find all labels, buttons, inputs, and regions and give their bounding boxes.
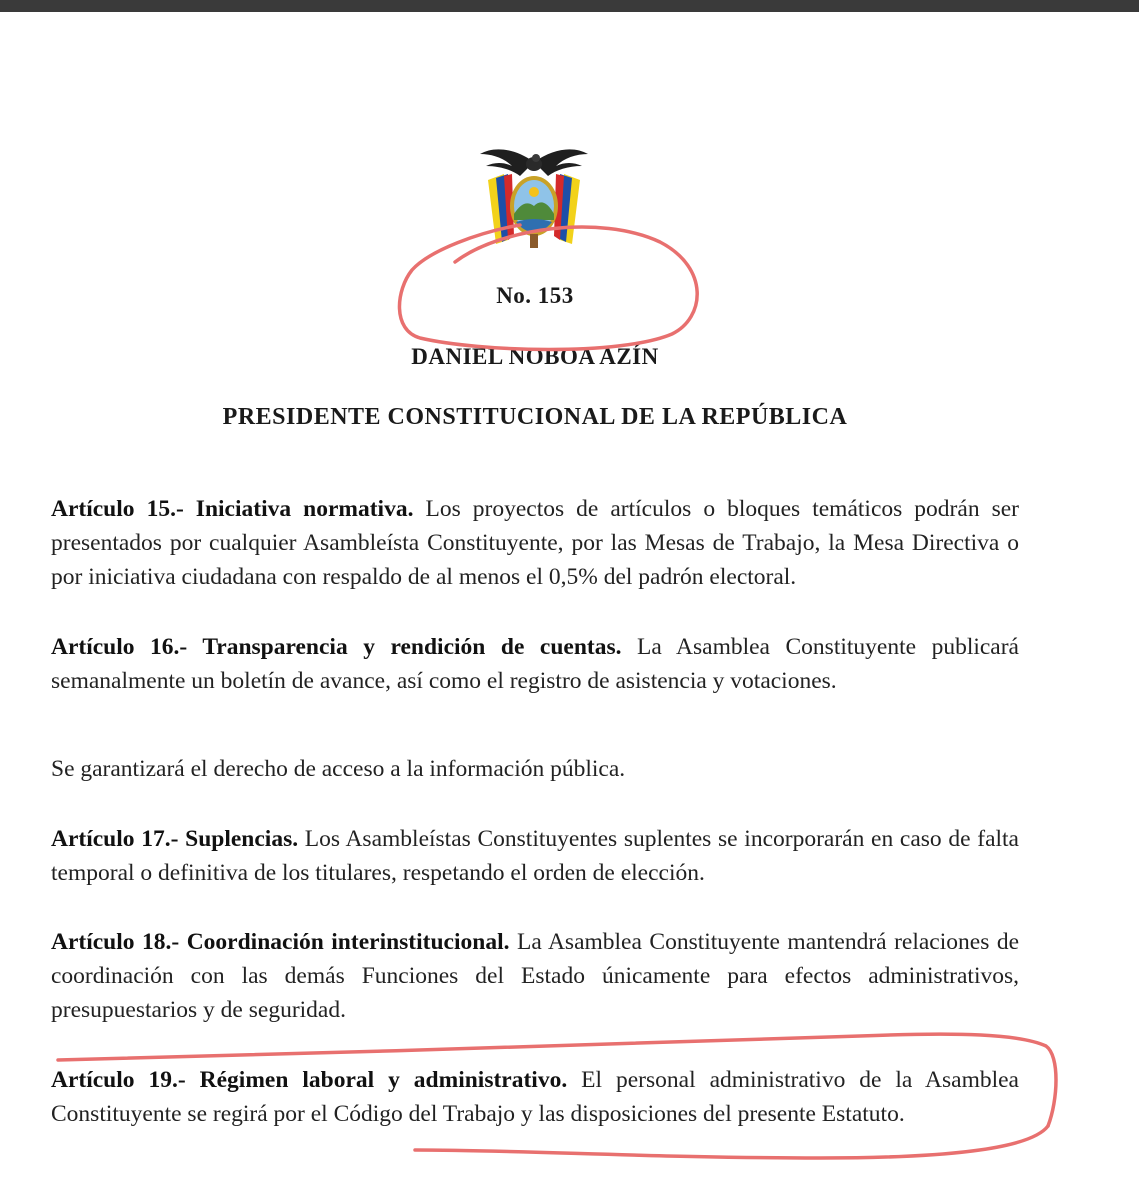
article-19	[51, 1063, 1019, 1131]
article-body: La Asamblea Constituyente mantendrá relaciones de coordinación con las demás Funciones del Estado únicamente para efectos administrativos, presupuestarios y de seguridad.	[51, 929, 1020, 1023]
window-top-bar	[0, 0, 1139, 12]
president-title: PRESIDENTE CONSTITUCIONAL DE LA REPÚBLICA	[222, 404, 848, 430]
article-16-extra: Se garantizará el derecho de acceso a la información pública.	[51, 756, 626, 782]
article-heading: Artículo 17.- Suplencias.	[51, 826, 299, 852]
article-18	[51, 925, 1019, 1027]
article-17	[51, 822, 1019, 890]
article-body: Los Asambleístas Constituyentes suplentes se incorporarán en caso de falta temporal o definitiva de los titulares, respetando el orden de elección.	[51, 826, 1019, 886]
decree-number: No. 153	[496, 283, 574, 308]
article-heading: Artículo 16.- Transparencia y rendición de cuentas.	[51, 634, 622, 660]
article-body: El personal administrativo de la Asamblea Constituyente se regirá por el Código del Trabajo y las disposiciones del presente Estatuto.	[51, 1067, 1019, 1127]
article-heading: Artículo 19.- Régimen laboral y administrativo.	[51, 1067, 568, 1093]
coat-of-arms-icon	[474, 140, 594, 252]
article-heading: Artículo 15.- Iniciativa normativa.	[51, 496, 414, 522]
article-16	[51, 630, 1019, 698]
article-heading: Artículo 18.- Coordinación interinstitucional.	[51, 929, 510, 955]
article-body: La Asamblea Constituyente publicará semanalmente un boletín de avance, así como el registro de asistencia y votaciones.	[51, 634, 1019, 694]
article-body: Los proyectos de artículos o bloques temáticos podrán ser presentados por cualquier Asambleísta Constituyente, por las Mesas de Trabajo, la Mesa Directiva o por iniciativa ciudadana con respaldo de al menos el 0,5% del padrón electoral.	[51, 496, 1019, 590]
president-name: DANIEL NOBOA AZÍN	[411, 344, 659, 369]
article-15	[51, 492, 1019, 594]
